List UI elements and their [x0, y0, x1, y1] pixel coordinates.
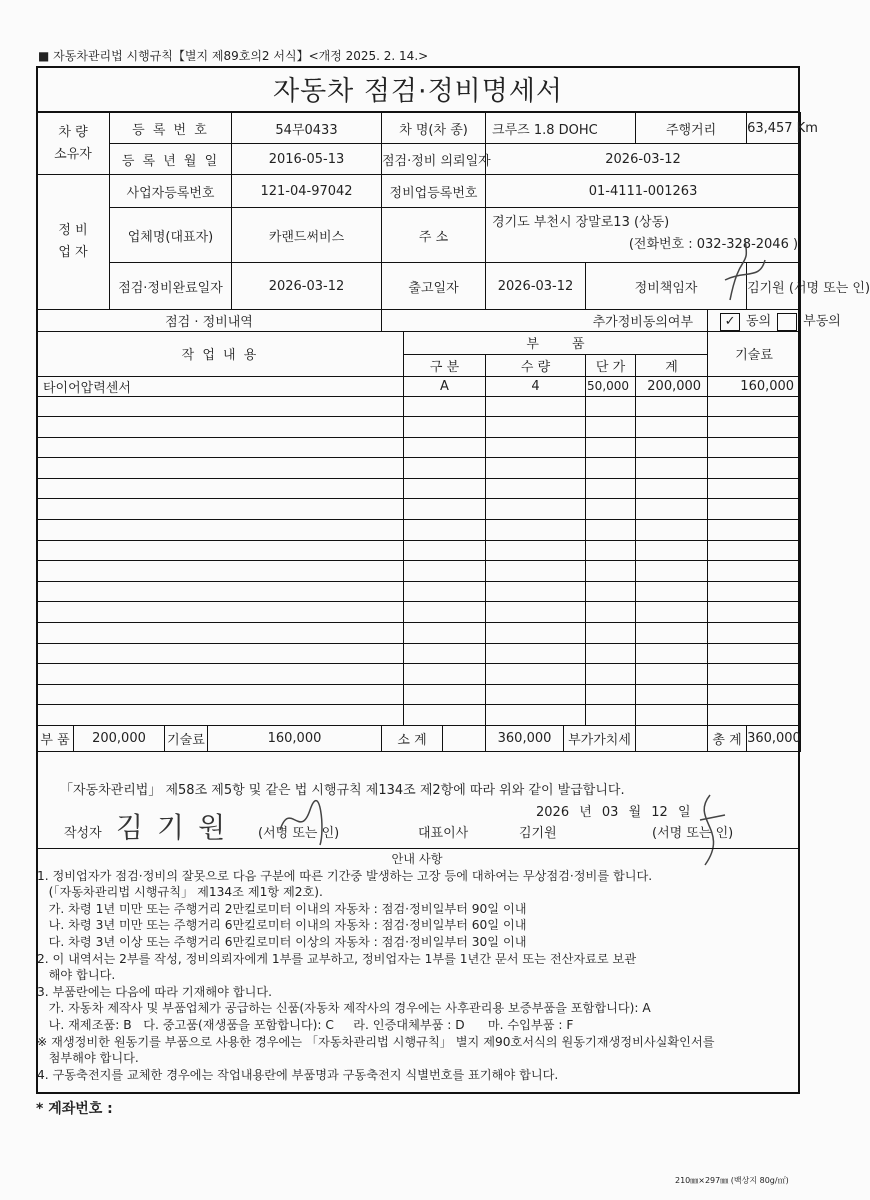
- writer-signature: 김기원: [116, 811, 240, 844]
- release-date-value: 2026-03-12: [486, 263, 586, 310]
- item-price: [586, 478, 636, 499]
- item-type: [404, 520, 486, 541]
- item-price: [586, 643, 636, 664]
- item-price: [586, 581, 636, 602]
- item-price: [586, 417, 636, 438]
- grand-total-value: 360,000: [747, 726, 801, 752]
- rep-name: 김기원: [519, 826, 557, 841]
- address-label: 주 소: [382, 208, 486, 263]
- item-price: [586, 437, 636, 458]
- item-type: [404, 623, 486, 644]
- rep-sign-or-seal: (서명 또는 인): [652, 826, 734, 841]
- item-work: [37, 623, 404, 644]
- parts-header: 부 품: [404, 331, 708, 354]
- item-qty: [486, 623, 586, 644]
- item-qty: [486, 561, 586, 582]
- company-label: 업체명(대표자): [110, 208, 232, 263]
- item-total: [636, 664, 708, 685]
- rep-label: 대표이사: [418, 826, 469, 841]
- consent-options: [708, 310, 841, 332]
- item-price: [586, 520, 636, 541]
- release-date-label: 출고일자: [382, 263, 486, 310]
- manager-signature-scribble: [720, 230, 770, 310]
- item-work: [37, 540, 404, 561]
- reg-no-value: 54무0433: [232, 113, 382, 144]
- item-row: [37, 684, 801, 705]
- item-total: [636, 437, 708, 458]
- notes-divider: [36, 848, 800, 849]
- note-line: 나. 재제조품: B 다. 중고품(재생품을 포함합니다): C 라. 인증대체부품 : D 마. 수입부품 : F: [37, 1017, 574, 1032]
- request-date-label: 점검·정비 의뢰일자: [382, 144, 486, 175]
- form-header-note: ■ 자동차관리법 시행규칙【별지 제89호의2 서식】<개정 2025. 2. 14.>: [38, 49, 429, 63]
- note-line: 1. 정비업자가 점검·정비의 잘못으로 다음 구분에 따른 기간중 발생하는 고장 등에 대하여는 무상점검·정비를 합니다.: [37, 868, 653, 883]
- shop-label-text: 정 비 업 자: [58, 223, 88, 260]
- item-row: [37, 396, 801, 417]
- grand-total-label: 총 계: [708, 726, 747, 752]
- item-row: [37, 664, 801, 685]
- item-price: [586, 623, 636, 644]
- item-tech: [708, 540, 801, 561]
- owner-section-label: [37, 113, 110, 175]
- item-tech: [708, 684, 801, 705]
- account-label: * 계좌번호 :: [36, 1101, 113, 1117]
- paper-size: 210㎜×297㎜ (백상지 80g/㎡): [675, 1176, 789, 1185]
- item-tech: [708, 499, 801, 520]
- col-type: 구 분: [404, 354, 486, 376]
- item-type: [404, 705, 486, 726]
- writer-signature-scribble: [270, 790, 330, 850]
- item-work: [37, 417, 404, 438]
- item-qty: [486, 684, 586, 705]
- work-header: 작 업 내 용: [37, 331, 404, 376]
- item-qty: 4: [486, 376, 586, 396]
- item-type: [404, 561, 486, 582]
- consent-label: 추가정비동의여부: [382, 310, 708, 332]
- item-total: [636, 705, 708, 726]
- item-total: [636, 540, 708, 561]
- parts-total-value: 200,000: [74, 726, 165, 751]
- item-price: [586, 396, 636, 417]
- item-tech: [708, 437, 801, 458]
- item-tech: [708, 478, 801, 499]
- vat-label: 부가가치세: [564, 726, 636, 752]
- note-line: 가. 차령 1년 미만 또는 주행거리 2만킬로미터 이내의 자동차 : 점검·정비일부터 90일 이내: [37, 901, 527, 916]
- item-tech: 160,000: [708, 376, 801, 396]
- mileage-value: 63,457 Km: [747, 113, 801, 144]
- totals-left: [37, 726, 382, 752]
- complete-date-value: 2026-03-12: [232, 263, 382, 310]
- subtotal-label: 소 계: [382, 726, 443, 751]
- item-price: [586, 602, 636, 623]
- item-qty: [486, 581, 586, 602]
- subtotal-value: 360,000: [486, 726, 564, 752]
- note-line: 3. 부품란에는 다음에 따라 기재해야 합니다.: [37, 984, 273, 999]
- item-row: [37, 623, 801, 644]
- item-row: [37, 417, 801, 438]
- note-line: 나. 차령 3년 미만 또는 주행거리 6만킬로미터 이내의 자동차 : 점검·정비일부터 60일 이내: [37, 918, 527, 933]
- item-work: [37, 437, 404, 458]
- vat-value: [636, 726, 708, 752]
- item-work: [37, 581, 404, 602]
- item-row: [37, 478, 801, 499]
- form-title: 자동차 점검·정비명세서: [36, 66, 800, 112]
- item-type: [404, 602, 486, 623]
- item-total: [636, 561, 708, 582]
- item-row: [37, 705, 801, 726]
- item-type: [404, 540, 486, 561]
- shop-reg-label: 정비업등록번호: [382, 175, 486, 208]
- company-value: 카랜드써비스: [232, 208, 382, 263]
- col-price: 단 가: [586, 354, 636, 376]
- item-work: [37, 684, 404, 705]
- item-type: A: [404, 376, 486, 396]
- agree-checkbox[interactable]: ✓: [720, 313, 740, 331]
- note-line: 첨부해야 합니다.: [37, 1051, 139, 1066]
- item-row: [37, 520, 801, 541]
- item-work: [37, 499, 404, 520]
- note-line: 4. 구동축전지를 교체한 경우에는 작업내용란에 부품명과 구동축전지 식별번호를 표기해야 합니다.: [37, 1067, 559, 1082]
- item-total: [636, 458, 708, 479]
- reg-date-value: 2016-05-13: [232, 144, 382, 175]
- reg-date-label: 등 록 년 월 일: [110, 144, 232, 175]
- model-label: 차 명(차 종): [382, 113, 486, 144]
- item-work: [37, 561, 404, 582]
- inspection-table: [36, 112, 870, 752]
- item-qty: [486, 664, 586, 685]
- reg-no-label: 등 록 번 호: [110, 113, 232, 144]
- item-price: [586, 458, 636, 479]
- tech-header: 기술료: [708, 331, 801, 376]
- item-price: [586, 664, 636, 685]
- item-tech: [708, 705, 801, 726]
- item-tech: [708, 581, 801, 602]
- item-price: [586, 499, 636, 520]
- item-row: [37, 376, 801, 396]
- item-tech: [708, 664, 801, 685]
- item-total: [636, 520, 708, 541]
- shop-reg-value: 01-4111-001263: [486, 175, 801, 208]
- item-type: [404, 643, 486, 664]
- details-label: 점검 · 정비내역: [37, 310, 382, 332]
- item-total: [636, 417, 708, 438]
- note-line: 해야 합니다.: [37, 968, 116, 983]
- item-qty: [486, 705, 586, 726]
- biz-no-label: 사업자등록번호: [110, 175, 232, 208]
- note-line: 다. 차령 3년 이상 또는 주행거리 6만킬로미터 이상의 자동차 : 점검·정비일부터 30일 이내: [37, 934, 527, 949]
- manager-value: 김기원 (서명 또는 인): [747, 263, 801, 310]
- item-total: 200,000: [636, 376, 708, 396]
- item-row: [37, 437, 801, 458]
- item-total: [636, 623, 708, 644]
- item-tech: [708, 623, 801, 644]
- note-line: 가. 자동차 제작사 및 부품업체가 공급하는 신품(자동차 제작사의 경우에는 사후관리용 보증부품을 포함합니다): A: [37, 1001, 651, 1016]
- item-row: [37, 643, 801, 664]
- item-tech: [708, 602, 801, 623]
- item-row: [37, 458, 801, 479]
- agree-label: 동의: [746, 314, 772, 329]
- item-type: [404, 478, 486, 499]
- item-row: [37, 561, 801, 582]
- writer-label: 작성자: [64, 826, 102, 841]
- item-price: [586, 561, 636, 582]
- item-type: [404, 581, 486, 602]
- item-tech: [708, 643, 801, 664]
- mileage-label: 주행거리: [636, 113, 747, 144]
- tech-total-label: 기술료: [165, 726, 208, 751]
- owner-label-text: 차 량 소유자: [54, 124, 92, 162]
- item-price: 50,000: [586, 376, 636, 396]
- item-qty: [486, 499, 586, 520]
- item-tech: [708, 458, 801, 479]
- item-row: [37, 602, 801, 623]
- complete-date-label: 점검·정비완료일자: [110, 263, 232, 310]
- item-qty: [486, 520, 586, 541]
- item-row: [37, 540, 801, 561]
- subtotal-cell: [382, 726, 486, 752]
- item-work: [37, 458, 404, 479]
- item-type: [404, 458, 486, 479]
- notes-section: [37, 851, 797, 1083]
- tech-total-value: 160,000: [267, 731, 322, 746]
- item-work: [37, 664, 404, 685]
- item-tech: [708, 396, 801, 417]
- item-tech: [708, 561, 801, 582]
- model-value: 크루즈 1.8 DOHC: [486, 113, 636, 144]
- item-total: [636, 643, 708, 664]
- manager-label: 정비책임자: [586, 263, 747, 310]
- request-date-value: 2026-03-12: [486, 144, 801, 175]
- item-type: [404, 684, 486, 705]
- item-total: [636, 602, 708, 623]
- item-qty: [486, 540, 586, 561]
- item-row: [37, 499, 801, 520]
- item-qty: [486, 396, 586, 417]
- item-work: 타이어압력센서: [37, 376, 404, 396]
- item-total: [636, 684, 708, 705]
- address-value: 경기도 부천시 장말로13 (상동): [492, 215, 670, 230]
- item-price: [586, 684, 636, 705]
- col-total: 계: [636, 354, 708, 376]
- item-work: [37, 478, 404, 499]
- item-tech: [708, 417, 801, 438]
- disagree-label: 부동의: [803, 314, 841, 329]
- note-line: ※ 재생정비한 원동기를 부품으로 사용한 경우에는 「자동차관리법 시행규칙」 별지 제90호서식의 원동기재생정비사실확인서를: [37, 1034, 715, 1049]
- item-type: [404, 499, 486, 520]
- note-line: 2. 이 내역서는 2부를 작성, 정비의뢰자에게 1부를 교부하고, 정비업자는 1부를 1년간 문서 또는 전산자료로 보관: [37, 951, 637, 966]
- shop-section-label: [37, 175, 110, 310]
- item-price: [586, 540, 636, 561]
- item-work: [37, 396, 404, 417]
- writer-sign-or-seal: (서명 또는 인): [258, 826, 340, 841]
- item-price: [586, 705, 636, 726]
- item-total: [636, 396, 708, 417]
- item-qty: [486, 643, 586, 664]
- item-qty: [486, 602, 586, 623]
- item-work: [37, 602, 404, 623]
- item-tech: [708, 520, 801, 541]
- item-total: [636, 581, 708, 602]
- col-qty: 수 량: [486, 354, 586, 376]
- item-qty: [486, 478, 586, 499]
- item-qty: [486, 437, 586, 458]
- item-type: [404, 396, 486, 417]
- item-work: [37, 643, 404, 664]
- item-total: [636, 478, 708, 499]
- issue-date: 2026 년 03 월 12 일: [536, 805, 691, 820]
- item-work: [37, 520, 404, 541]
- item-row: [37, 581, 801, 602]
- note-line: (「자동차관리법 시행규칙」 제134조 제1항 제2호).: [37, 885, 323, 900]
- legal-text: 「자동차관리법」 제58조 제5항 및 같은 법 시행규칙 제134조 제2항에 따라 위와 같이 발급합니다.: [60, 783, 625, 798]
- item-type: [404, 437, 486, 458]
- item-qty: [486, 417, 586, 438]
- item-work: [37, 705, 404, 726]
- item-type: [404, 664, 486, 685]
- item-total: [636, 499, 708, 520]
- item-qty: [486, 458, 586, 479]
- biz-no-value: 121-04-97042: [232, 175, 382, 208]
- item-type: [404, 417, 486, 438]
- notes-title: 안내 사항: [391, 852, 443, 866]
- phone-value: (전화번호 : 032-328-2046 ): [628, 237, 799, 252]
- parts-total-label: 부 품: [37, 726, 74, 751]
- disagree-checkbox[interactable]: [777, 313, 797, 331]
